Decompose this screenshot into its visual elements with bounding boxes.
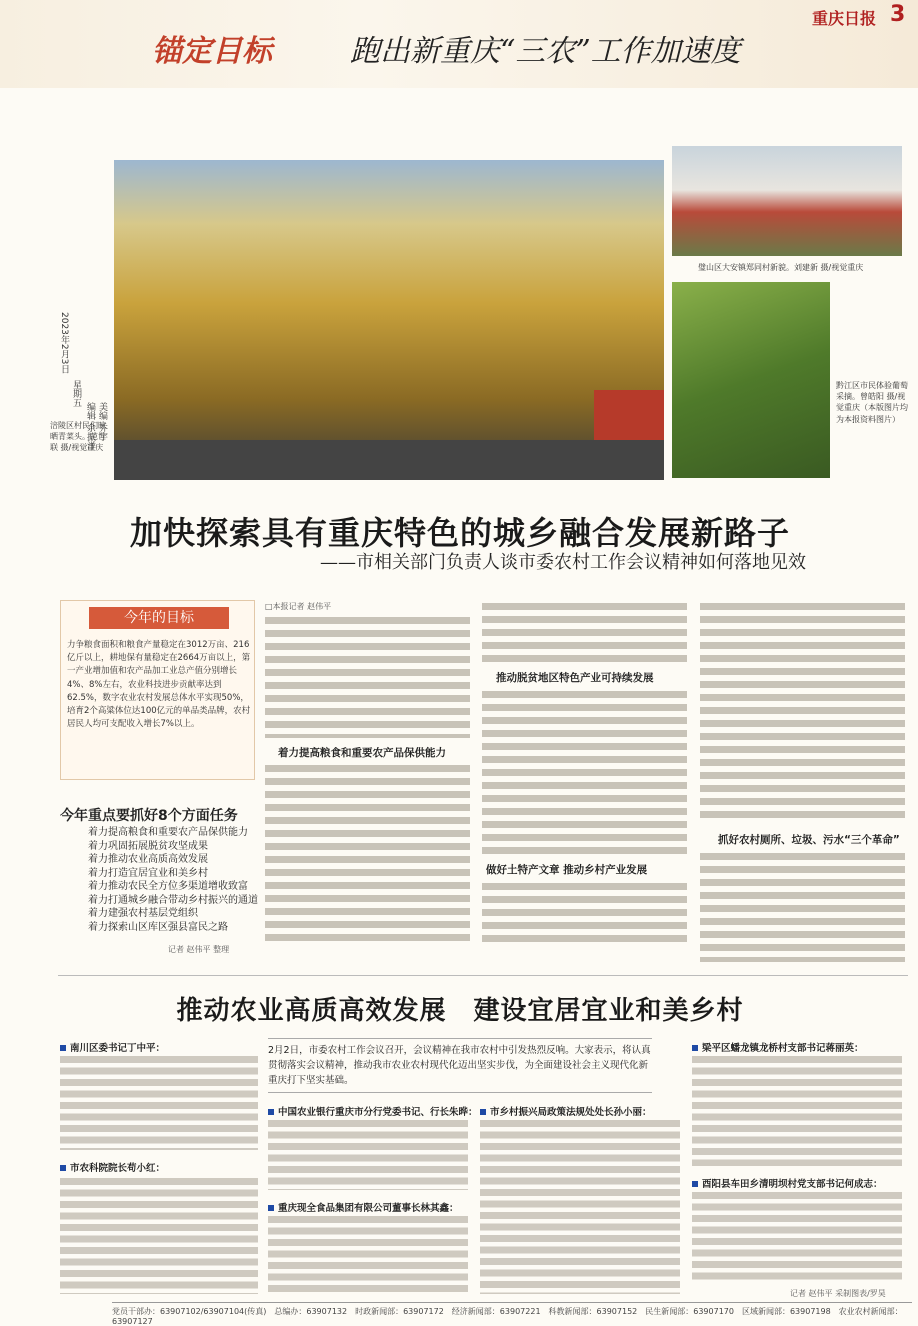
- article-subtitle-2: 推动脱贫地区特色产业可持续发展: [496, 672, 654, 684]
- village-photo-caption: 璧山区大安镇郑同村新貌。刘建新 摄/视觉重庆: [698, 263, 864, 272]
- voice-heading: 梁平区蟠龙镇龙桥村支部书记蒋丽英：: [692, 1040, 908, 1054]
- article-subtitle-4: 抓好农村厕所、垃圾、污水“三个革命”: [718, 834, 900, 846]
- page-number: 3: [890, 2, 906, 27]
- goals-text: 力争粮食面积和粮食产量稳定在3012万亩、216亿斤以上，耕地保有量稳定在2664万亩以上，第一产业增加值和农产品加工业总产值分别增长4%、8%左右，农业科技进步贡献率达到62.5%，数字农业农村发展总体水平实现50%，培育2个高粱体位达100亿元的单品类品牌，农村居民人均可支配收入增长7%以上。: [67, 640, 251, 730]
- grape-photo-caption: 黔江区市民体验葡萄采摘。曾皓阳 摄/视觉重庆（本版图片均为本报资料图片）: [836, 381, 908, 424]
- main-photo: [114, 160, 664, 480]
- voice-heading: 酉阳县车田乡清明坝村党支部书记何成志：: [692, 1176, 908, 1190]
- header-banner: [0, 0, 918, 88]
- article-text-block: [700, 850, 905, 962]
- village-photo: [672, 146, 902, 256]
- main-headline: 加快探索具有重庆特色的城乡融合发展新路子: [129, 514, 790, 552]
- voice-text: [60, 1054, 258, 1150]
- task-item: 着力建强农村基层党组织: [88, 908, 198, 919]
- voice-text: [692, 1054, 902, 1166]
- article-text-block: [482, 600, 687, 662]
- section2-intro: 2月2日，市委农村工作会议召开，会议精神在我市农村中引发热烈反响。大家表示，将认真贯彻落实会议精神，推动我市农业农村现代化迈出坚实步伐，为全面建设社会主义现代化新重庆打下坚实基础。: [268, 1038, 652, 1093]
- voice-text: [480, 1118, 680, 1294]
- task-item: 着力推动农民全方位多渠道增收致富: [88, 881, 248, 892]
- task-item: 着力巩固拓展脱贫攻坚成果: [88, 840, 208, 852]
- section2-headline: 推动农业高质高效发展 建设宜居宜业和美乡村: [176, 996, 744, 1026]
- voice-text: [692, 1190, 902, 1284]
- article-text-block: [265, 614, 470, 738]
- task-item: 着力推动农业高质高效发展: [88, 854, 208, 865]
- voices-byline: 记者 赵伟平 采制图表/罗昊: [790, 1289, 886, 1298]
- designer-credit: 美编 乔宇: [97, 402, 107, 441]
- newspaper-logo: 重庆日报: [812, 9, 877, 28]
- tasks-title: 今年重点要抓好8个方面任务: [60, 808, 238, 824]
- article-text-block: [482, 688, 687, 856]
- voice-heading: 重庆现全食品集团有限公司董事长林其鑫：: [268, 1200, 459, 1214]
- article-text-block: [265, 762, 470, 942]
- issue-date: 2023年2月3日: [59, 312, 69, 374]
- issue-weekday: 星期五: [71, 380, 81, 407]
- voice-text: [268, 1214, 468, 1294]
- voice-heading: 南川区委书记丁中平：: [60, 1040, 165, 1054]
- voice-heading: 市农科院院长苟小红：: [60, 1160, 165, 1174]
- voice-heading: 中国农业银行重庆市分行党委书记、行长朱晔：: [268, 1104, 478, 1118]
- task-item: 着力探索山区库区强县富民之路: [88, 921, 228, 933]
- article-text-block: [700, 600, 905, 824]
- grape-photo: [672, 282, 830, 478]
- voice-text: [60, 1176, 258, 1294]
- banner-slogan-right: 跑出新重庆“三农”工作加速度: [350, 34, 741, 69]
- goals-title: 今年的目标: [89, 607, 229, 629]
- task-item: 着力打通城乡融合带动乡村振兴的通道: [88, 894, 258, 906]
- banner-slogan-left: 锚定目标: [152, 34, 272, 69]
- article-subtitle-1: 着力提高粮食和重要农产品保供能力: [278, 747, 446, 759]
- section-divider: [58, 975, 908, 976]
- goals-box: [60, 600, 255, 780]
- article-subtitle-3: 做好土特产文章 推动乡村产业发展: [486, 864, 648, 876]
- task-item: 着力提高粮食和重要农产品保供能力: [88, 827, 248, 838]
- main-photo-caption: 涪陵区村民们晾晒青菜头。范世联 摄/视觉重庆: [50, 421, 106, 453]
- voice-heading: 市乡村振兴局政策法规处处长孙小丽：: [480, 1104, 652, 1118]
- task-item: 着力打造宜居宜业和美乡村: [88, 867, 208, 879]
- article-text-block: [482, 880, 687, 946]
- tasks-byline: 记者 赵伟平 整理: [168, 945, 230, 954]
- ground-shape: [114, 440, 664, 480]
- tasks-list: [88, 826, 258, 934]
- sub-headline: ——市相关部门负责人谈市委农村工作会议精神如何落地见效: [320, 552, 806, 573]
- contact-footer: 党员干部办：63907102/63907104(传真) 总编办：63907132 时政新闻部：63907172 经济新闻部：63907221 科教新闻部：63907152 民生新闻部：63907170 区域新闻部：63907198 农业农村新闻部：63907127: [112, 1302, 912, 1326]
- article-byline: □本报记者 赵伟平: [265, 602, 332, 611]
- voice-text: [268, 1118, 468, 1190]
- editor-credit: 编辑 余振洋: [85, 402, 95, 450]
